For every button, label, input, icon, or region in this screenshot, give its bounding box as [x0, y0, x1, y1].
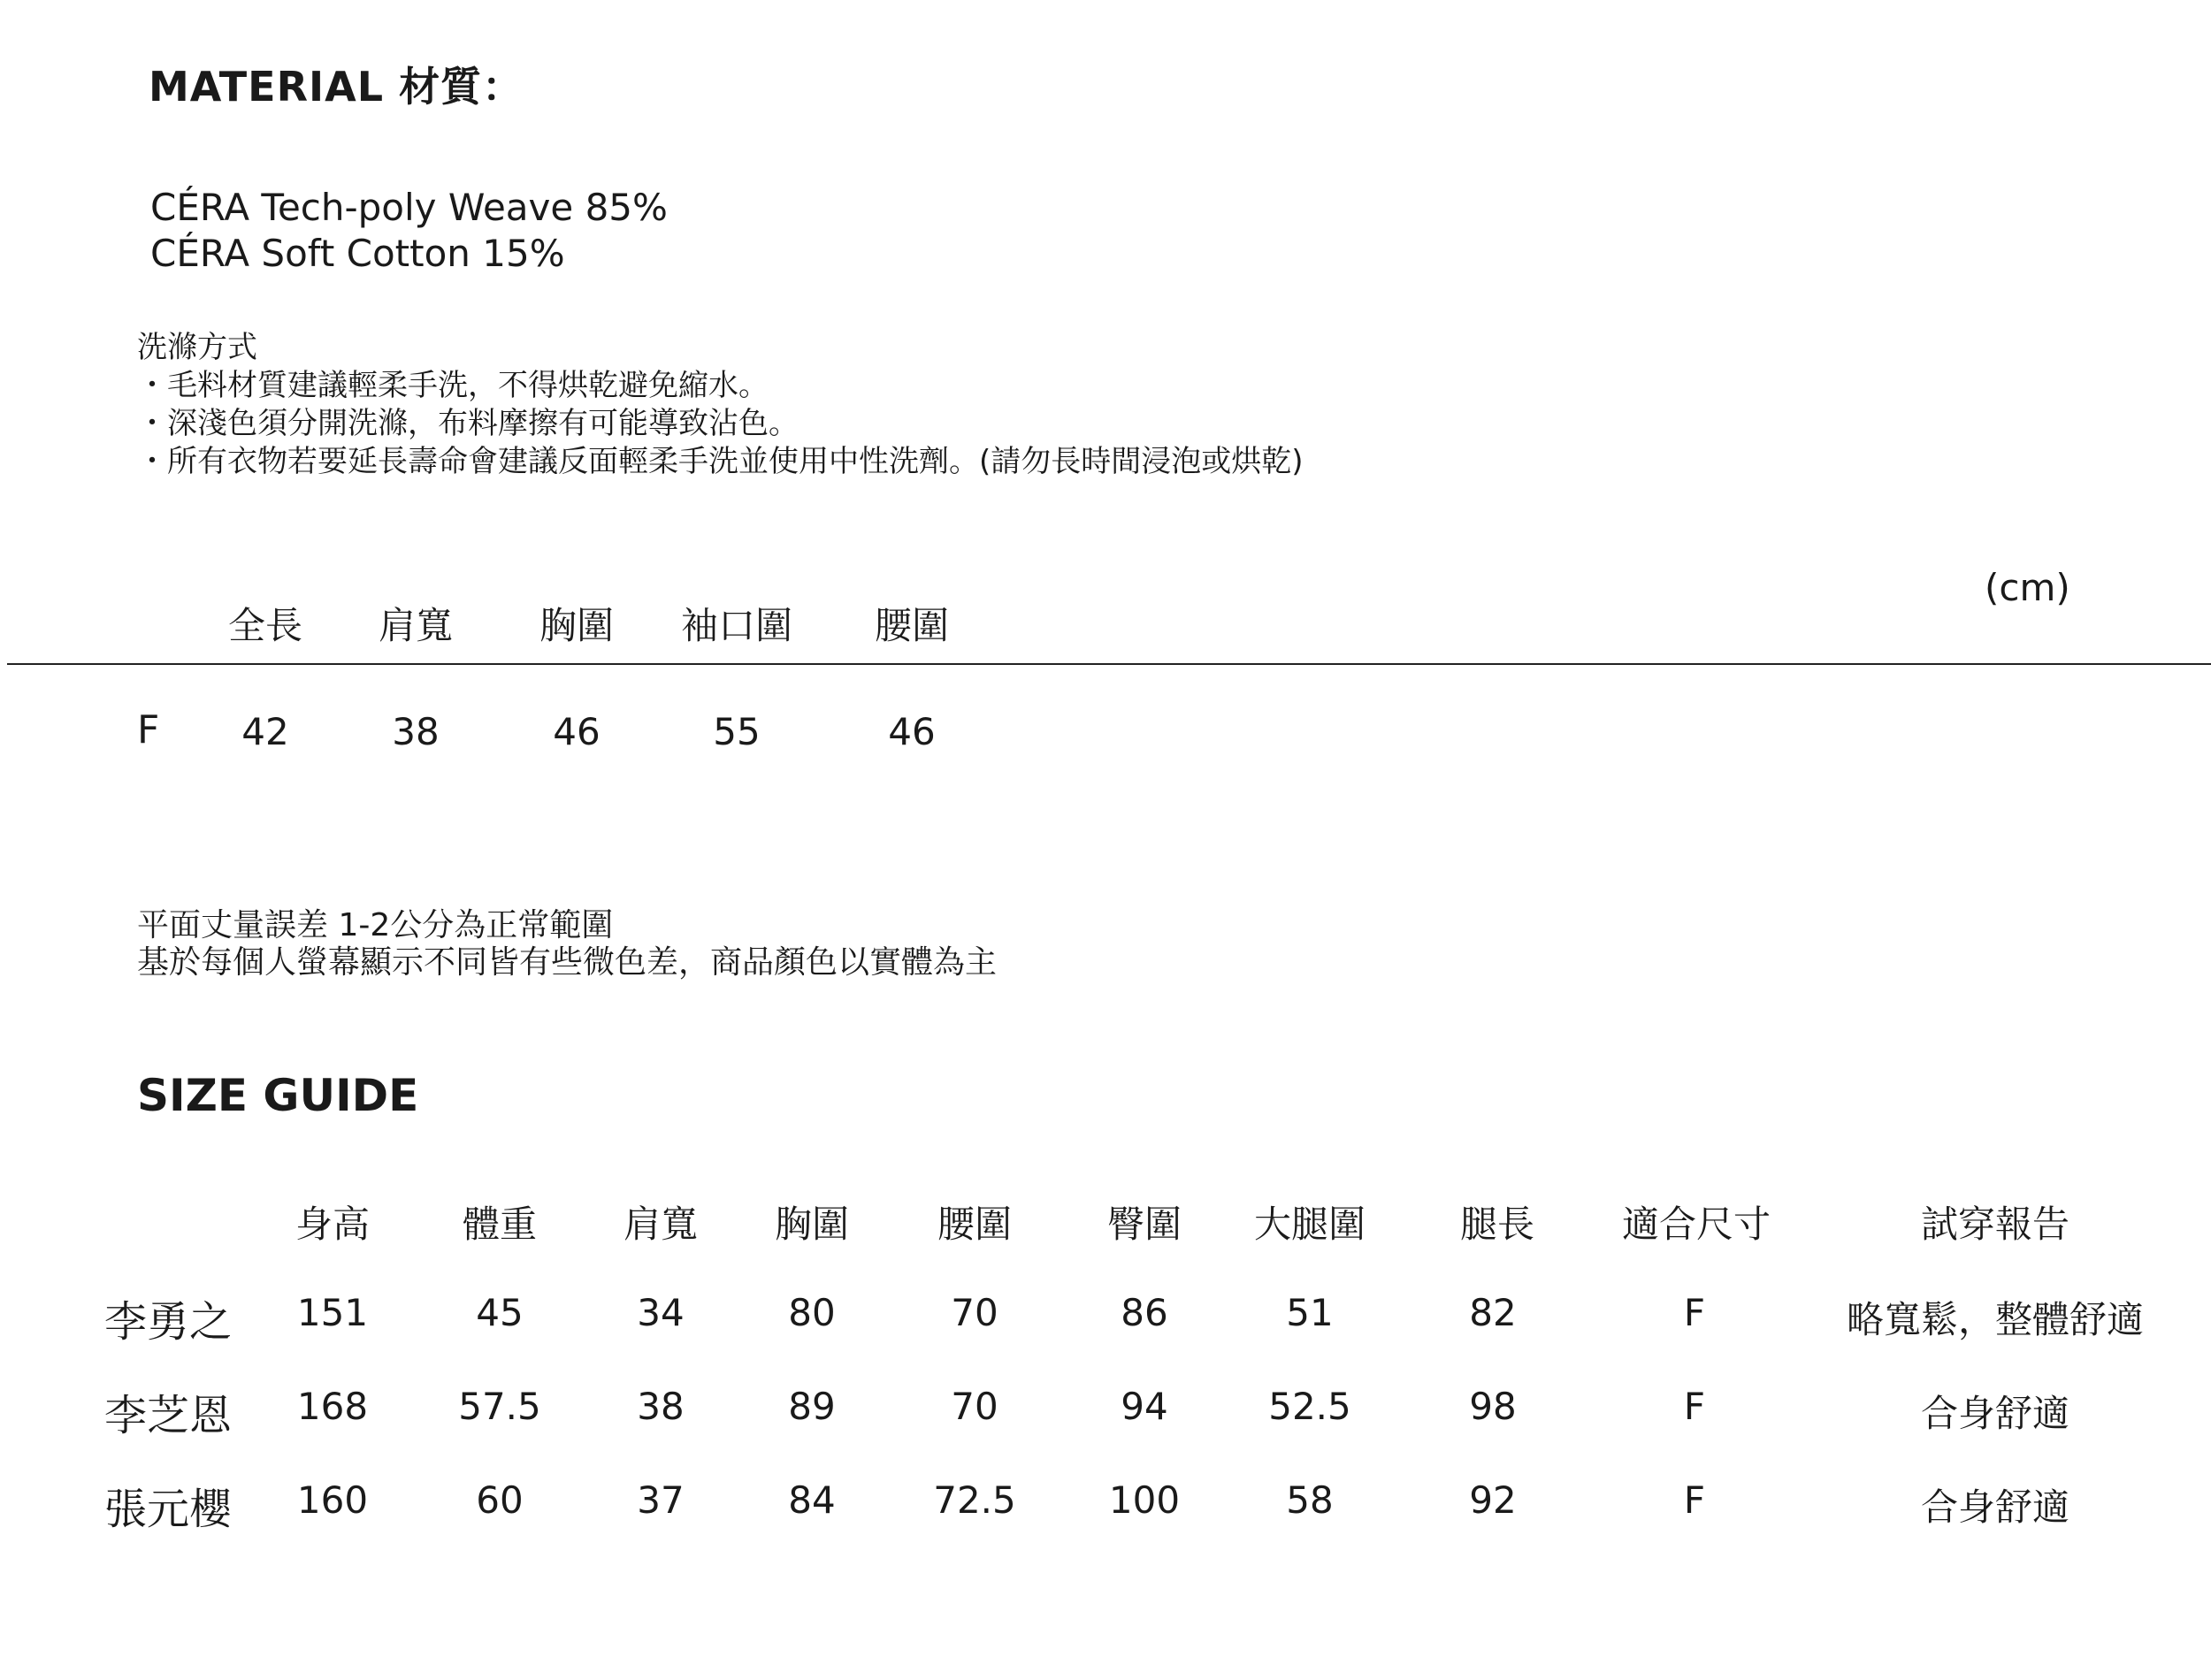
meas-header-cuff: 袖口圍	[680, 604, 793, 647]
care-item-2: ・深淺色須分開洗滌，布料摩擦有可能導致沾色。	[137, 406, 799, 441]
care-item-3: ・所有衣物若要延長壽命會建議反面輕柔手洗並使用中性洗劑。(請勿長時間浸泡或烘乾)	[137, 444, 1304, 479]
sg-cell-fit-size: F	[1683, 1385, 1706, 1428]
fabric-line-1: CÉRA Tech-poly Weave 85%	[150, 186, 668, 229]
note-color-difference: 基於每個人螢幕顯示不同皆有些微色差，商品顏色以實體為主	[137, 944, 998, 981]
care-item-1: ・毛料材質建議輕柔手洗，不得烘乾避免縮水。	[137, 368, 769, 403]
sg-cell-height: 160	[296, 1478, 369, 1522]
care-title: 洗滌方式	[137, 330, 257, 365]
sg-cell-waist: 70	[951, 1385, 998, 1428]
sg-header-thigh: 大腿圍	[1253, 1203, 1366, 1246]
sg-cell-thigh: 52.5	[1268, 1385, 1351, 1428]
material-title: MATERIAL 材質：	[149, 63, 524, 111]
fabric-line-2: CÉRA Soft Cotton 15%	[150, 232, 565, 275]
sg-header-leg-length: 腿長	[1459, 1203, 1535, 1246]
sg-cell-chest: 89	[788, 1385, 836, 1428]
meas-value-chest: 46	[553, 710, 601, 753]
sg-cell-chest: 84	[788, 1478, 836, 1522]
meas-header-length: 全長	[227, 604, 303, 647]
sg-cell-shoulder: 37	[637, 1478, 685, 1522]
sg-cell-weight: 60	[476, 1478, 524, 1522]
sg-cell-height: 168	[296, 1385, 369, 1428]
meas-row-size: F	[137, 707, 160, 752]
meas-header-shoulder: 肩寬	[378, 604, 454, 647]
sg-header-chest: 胸圍	[774, 1203, 850, 1246]
table-divider	[7, 663, 2211, 665]
meas-header-chest: 胸圍	[539, 604, 615, 647]
sg-cell-waist: 70	[951, 1291, 998, 1334]
meas-value-length: 42	[241, 710, 289, 753]
sg-cell-fit-report: 合身舒適	[1920, 1392, 2070, 1435]
sg-cell-shoulder: 34	[637, 1291, 685, 1334]
sg-cell-thigh: 51	[1286, 1291, 1334, 1334]
sg-cell-leg-length: 82	[1469, 1291, 1517, 1334]
sg-header-shoulder: 肩寬	[623, 1203, 699, 1246]
meas-value-waist: 46	[888, 710, 936, 753]
size-guide-title: SIZE GUIDE	[137, 1070, 419, 1121]
sg-header-fit-size: 適合尺寸	[1621, 1203, 1771, 1246]
sg-model-name: 李勇之	[104, 1297, 233, 1347]
meas-header-waist: 腰圍	[874, 604, 950, 647]
sg-cell-fit-size: F	[1683, 1291, 1706, 1334]
sg-header-hip: 臀圍	[1106, 1203, 1182, 1246]
sg-cell-hip: 94	[1121, 1385, 1168, 1428]
sg-cell-chest: 80	[788, 1291, 836, 1334]
sg-header-weight: 體重	[462, 1203, 538, 1246]
sg-cell-leg-length: 92	[1469, 1478, 1517, 1522]
meas-value-cuff: 55	[713, 710, 761, 753]
sg-cell-leg-length: 98	[1469, 1385, 1517, 1428]
sg-cell-height: 151	[296, 1291, 369, 1334]
note-measurement-error: 平面丈量誤差 1-2公分為正常範圍	[137, 907, 614, 943]
sg-cell-fit-report: 略寬鬆，整體舒適	[1846, 1298, 2145, 1341]
sg-cell-weight: 45	[476, 1291, 524, 1334]
sg-cell-fit-report: 合身舒適	[1920, 1485, 2070, 1529]
sg-cell-hip: 100	[1108, 1478, 1181, 1522]
sg-model-name: 張元櫻	[104, 1485, 233, 1534]
sg-cell-hip: 86	[1121, 1291, 1168, 1334]
sg-header-waist: 腰圍	[937, 1203, 1013, 1246]
unit-label: (cm)	[1985, 566, 2070, 609]
sg-cell-thigh: 58	[1286, 1478, 1334, 1522]
sg-cell-shoulder: 38	[637, 1385, 685, 1428]
sg-header-fit-report: 試穿報告	[1920, 1203, 2070, 1246]
sg-cell-weight: 57.5	[458, 1385, 541, 1428]
sg-cell-fit-size: F	[1683, 1478, 1706, 1522]
sg-model-name: 李芝恩	[104, 1391, 233, 1440]
sg-cell-waist: 72.5	[933, 1478, 1016, 1522]
meas-value-shoulder: 38	[392, 710, 440, 753]
sg-header-height: 身高	[295, 1203, 371, 1246]
